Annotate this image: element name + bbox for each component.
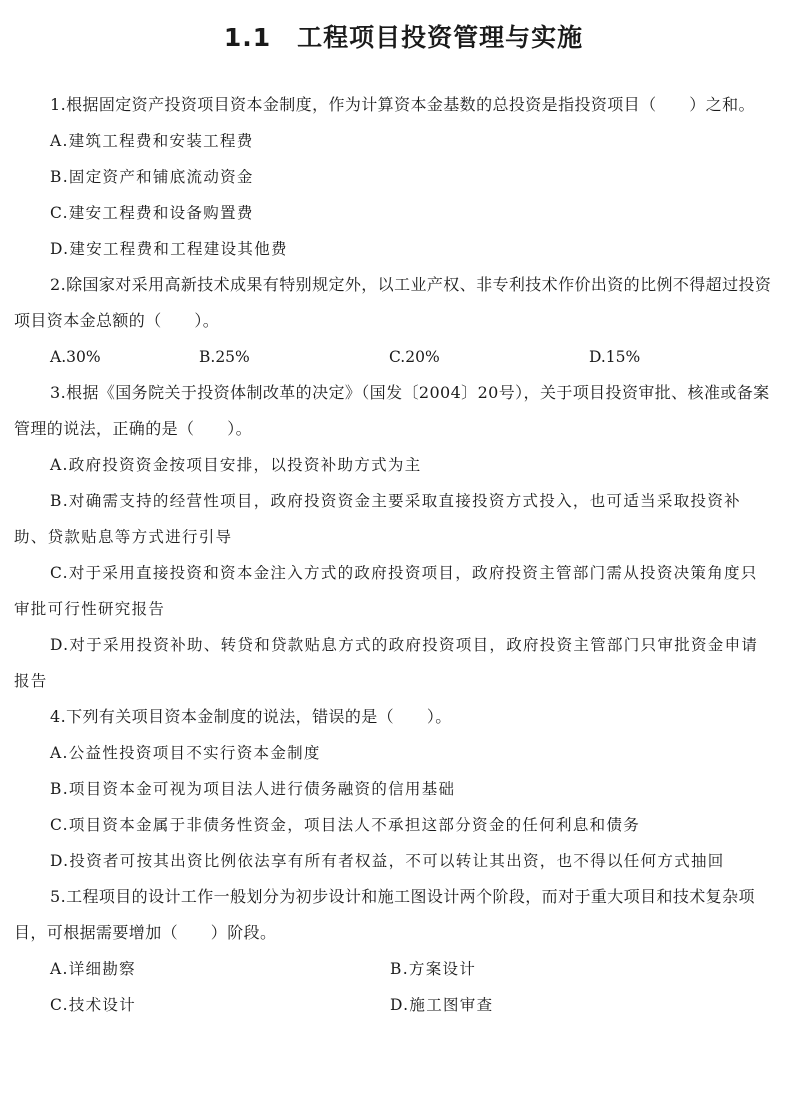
section-title [0,18,807,54]
option-c: C.对于采用直接投资和资本金注入方式的政府投资项目，政府投资主管部门需从投资决策角度只审批可行性研究报告 [14,564,758,618]
option-a: A.30% [50,348,101,366]
option-d: D.建安工程费和工程建设其他费 [50,240,288,258]
option-a: A.政府投资资金按项目安排，以投资补助方式为主 [50,456,422,474]
option-a: A.建筑工程费和安装工程费 [50,132,254,150]
option-c: C.20% [389,348,440,366]
option-b: B.方案设计 [390,960,477,978]
option-c: C.项目资本金属于非债务性资金，项目法人不承担这部分资金的任何利息和债务 [50,816,641,834]
option-d: D.15% [589,348,641,366]
question-stem: 3.根据《国务院关于投资体制改革的决定》（国发〔2004〕20号），关于项目投资审批、核准或备案管理的说法，正确的是（ ）。 [14,383,770,438]
question-3 [14,375,774,699]
question-list [14,87,774,1023]
option-a: A.详细勘察 [50,960,136,978]
question-1 [14,87,774,267]
question-4 [14,699,774,879]
question-stem: 2.除国家对采用高新技术成果有特别规定外，以工业产权、非专利技术作价出资的比例不得超过投资项目资本金总额的（ ）。 [14,275,772,330]
option-b: B.对确需支持的经营性项目，政府投资资金主要采取直接投资方式投入，也可适当采取投资补助、贷款贴息等方式进行引导 [14,492,741,546]
section-number: 1.1 [223,23,272,52]
question-stem: 4.下列有关项目资本金制度的说法，错误的是（ ）。 [50,707,452,726]
option-b: B.项目资本金可视为项目法人进行债务融资的信用基础 [50,780,456,798]
question-stem: 5.工程项目的设计工作一般划分为初步设计和施工图设计两个阶段，而对于重大项目和技术复杂项目，可根据需要增加（ ）阶段。 [14,887,755,942]
section-heading: 工程项目投资管理与实施 [297,23,584,52]
options-row [14,987,774,1023]
option-a: A.公益性投资项目不实行资本金制度 [50,744,321,762]
options-row [14,339,774,375]
options-row [14,951,774,987]
option-b: B.固定资产和铺底流动资金 [50,168,254,186]
question-5 [14,879,774,1023]
option-d: D.对于采用投资补助、转贷和贷款贴息方式的政府投资项目，政府投资主管部门只审批资金申请报告 [14,636,759,690]
option-d: D.施工图审查 [390,996,494,1014]
option-c: C.技术设计 [50,996,137,1014]
question-stem: 1.根据固定资产投资项目资本金制度，作为计算资本金基数的总投资是指投资项目（ ）之和。 [50,95,755,114]
option-d: D.投资者可按其出资比例依法享有所有者权益，不可以转让其出资，也不得以任何方式抽回 [50,852,725,870]
option-b: B.25% [199,348,250,366]
question-2 [14,267,774,375]
option-c: C.建安工程费和设备购置费 [50,204,254,222]
